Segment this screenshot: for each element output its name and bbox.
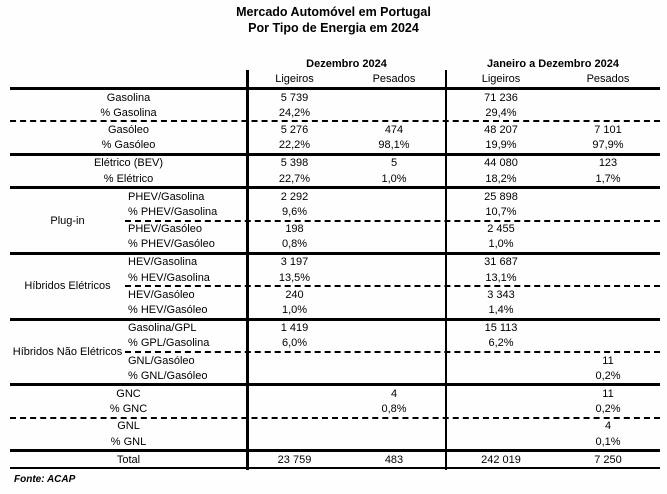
row-label: % GNL	[110, 435, 147, 448]
column-divider	[246, 70, 249, 470]
column-divider	[445, 70, 447, 470]
table-section	[10, 255, 660, 321]
value-cell: 98,1%	[378, 139, 410, 152]
row-label: GNL	[117, 420, 140, 433]
table-section	[10, 386, 660, 418]
group-subblock	[125, 255, 660, 287]
value-cell: 2 292	[280, 190, 309, 203]
row-label: Gasolina	[106, 91, 151, 104]
value-cell: 1,7%	[595, 172, 621, 185]
row-label: Total	[116, 453, 141, 466]
value-cell: 22,7%	[278, 172, 311, 185]
table-row	[125, 255, 660, 270]
table-row	[10, 90, 660, 105]
group-label: Plug-in	[50, 214, 85, 227]
row-label: PHEV/Gasóleo	[128, 223, 202, 236]
value-cell: 18,2%	[485, 172, 517, 185]
value-cell: 9,6%	[281, 205, 308, 218]
col-header-ligeiros-ano: Ligeiros	[481, 73, 521, 85]
value-cell: 6,0%	[281, 337, 308, 350]
value-cell: 0,8%	[381, 403, 407, 416]
table-section	[10, 156, 660, 189]
row-label: % GNC	[109, 403, 148, 416]
row-label: Gasolina/GPL	[128, 322, 197, 335]
value-cell: 11	[602, 387, 614, 400]
value-cell: 15 113	[484, 322, 518, 335]
title-line2: Por Tipo de Energia em 2024	[248, 21, 419, 35]
col-header-ligeiros-dez: Ligeiros	[275, 73, 314, 85]
row-label: % PHEV/Gasolina	[128, 205, 218, 218]
table-row	[125, 270, 660, 285]
row-label: % HEV/Gasolina	[128, 271, 210, 284]
value-cell: 19,9%	[485, 139, 517, 152]
table-row	[125, 287, 660, 302]
row-label: % Elétrico	[103, 172, 154, 185]
row-label: GNL/Gasóleo	[128, 354, 195, 367]
value-cell: 1,0%	[281, 304, 308, 317]
value-cell: 1,0%	[381, 172, 407, 185]
value-cell: 29,4%	[485, 106, 517, 119]
period-janeiro-a-dezembro-2024: Janeiro a Dezembro 2024	[486, 57, 620, 70]
period-header-row	[10, 56, 660, 71]
value-cell: 5 276	[280, 123, 309, 136]
data-table	[10, 56, 660, 469]
group-label: Híbridos Não Elétricos	[12, 346, 123, 358]
value-cell: 5 398	[280, 157, 309, 170]
value-cell: 48 207	[484, 123, 518, 136]
value-cell: 13,1%	[485, 271, 517, 284]
column-header-row	[10, 71, 660, 87]
value-cell: 0,1%	[595, 435, 621, 448]
table-row	[10, 138, 660, 153]
row-label: % Gasóleo	[101, 139, 156, 152]
table-section	[10, 189, 660, 255]
value-cell: 4	[604, 420, 612, 433]
table-section	[10, 452, 660, 469]
period-dezembro-2024: Dezembro 2024	[306, 57, 387, 70]
group-subblock	[125, 189, 660, 221]
row-label: % HEV/Gasóleo	[128, 304, 208, 317]
report-title	[0, 4, 667, 36]
table-row	[10, 122, 660, 137]
value-cell: 4	[390, 387, 398, 400]
value-cell: 44 080	[484, 157, 518, 170]
table-row	[10, 156, 660, 171]
source-note: Fonte: ACAP	[14, 474, 76, 485]
table-section	[10, 419, 660, 452]
table-row	[10, 105, 660, 120]
value-cell: 5 739	[280, 91, 309, 104]
group-rows	[125, 321, 660, 384]
value-cell: 123	[598, 157, 618, 170]
table-row	[10, 171, 660, 186]
table-section	[10, 122, 660, 155]
value-cell: 10,7%	[485, 205, 517, 218]
table-row	[125, 237, 660, 252]
value-cell: 0,8%	[281, 238, 308, 251]
value-cell: 7 101	[594, 123, 622, 136]
value-cell: 25 898	[484, 190, 518, 203]
row-label: PHEV/Gasolina	[128, 190, 205, 203]
row-label: HEV/Gasóleo	[128, 288, 195, 301]
value-cell: 22,2%	[278, 139, 311, 152]
value-cell: 97,9%	[592, 139, 624, 152]
table-row	[125, 353, 660, 368]
table-row	[125, 204, 660, 219]
row-label: GNC	[116, 387, 141, 400]
table-row	[10, 402, 660, 417]
group-subblock	[125, 321, 660, 353]
value-cell: 474	[384, 123, 404, 136]
row-label: % GPL/Gasolina	[128, 337, 210, 350]
value-cell: 198	[285, 223, 304, 236]
value-cell: 23 759	[277, 453, 312, 466]
value-cell: 1,4%	[488, 304, 514, 317]
value-cell: 3 197	[280, 256, 309, 269]
value-cell: 6,2%	[488, 337, 514, 350]
value-cell: 483	[384, 453, 404, 466]
table-header	[10, 56, 660, 90]
table-row	[125, 336, 660, 351]
value-cell: 7 250	[594, 453, 622, 466]
col-header-pesados-ano: Pesados	[586, 73, 630, 85]
table-row	[125, 222, 660, 237]
row-label: % GNL/Gasóleo	[128, 369, 208, 382]
group-subblock	[125, 353, 660, 383]
group-rows	[125, 189, 660, 252]
title-line1: Mercado Automóvel em Portugal	[236, 5, 431, 19]
value-cell: 0,2%	[595, 403, 621, 416]
table-body	[10, 90, 660, 469]
value-cell: 2 455	[487, 223, 515, 236]
table-row	[10, 419, 660, 434]
value-cell: 71 236	[484, 91, 518, 104]
value-cell: 31 687	[484, 256, 518, 269]
row-label: Gasóleo	[108, 123, 149, 136]
group-subblock	[125, 222, 660, 252]
value-cell: 1 419	[280, 322, 309, 335]
group-subblock	[125, 287, 660, 317]
table-section	[10, 90, 660, 122]
value-cell: 242 019	[481, 453, 521, 466]
table-row	[125, 368, 660, 383]
value-cell: 0,2%	[595, 369, 621, 382]
table-row	[125, 302, 660, 317]
table-row	[125, 321, 660, 336]
table-row	[10, 386, 660, 401]
table-row	[10, 434, 660, 449]
value-cell: 5	[390, 157, 398, 170]
row-label: % Gasolina	[100, 106, 157, 119]
row-label: % PHEV/Gasóleo	[128, 238, 215, 251]
value-cell: 11	[602, 354, 614, 367]
table-row	[10, 452, 660, 467]
group-label: Híbridos Elétricos	[24, 280, 111, 293]
table-section	[10, 321, 660, 387]
row-label: HEV/Gasolina	[128, 256, 198, 269]
table-row	[125, 189, 660, 204]
value-cell: 240	[285, 288, 304, 301]
value-cell: 3 343	[487, 288, 515, 301]
group-rows	[125, 255, 660, 318]
col-header-pesados-dez: Pesados	[372, 73, 416, 85]
value-cell: 13,5%	[278, 271, 311, 284]
value-cell: 1,0%	[488, 238, 514, 251]
value-cell: 24,2%	[278, 106, 311, 119]
row-label: Elétrico (BEV)	[93, 157, 164, 170]
